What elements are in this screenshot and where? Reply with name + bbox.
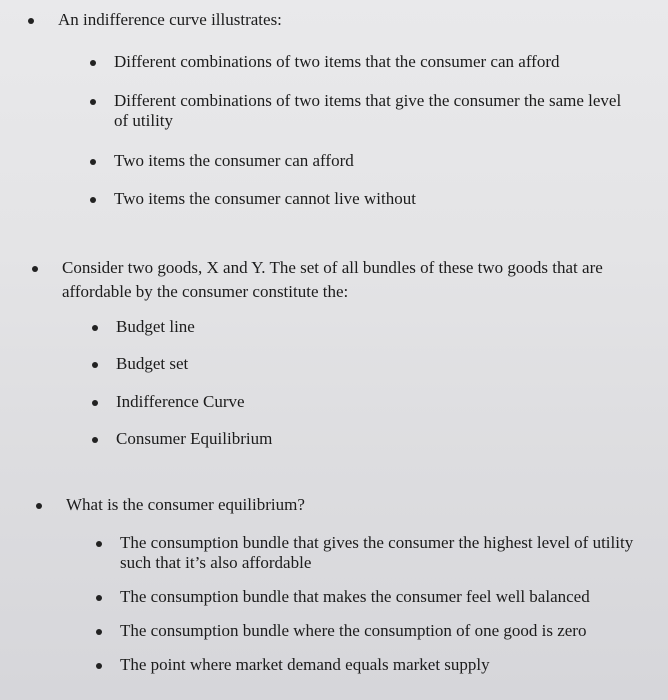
question-2-option-3[interactable]: Indifference Curve	[116, 392, 245, 412]
bullet-icon	[90, 159, 96, 165]
question-3-option-2[interactable]: The consumption bundle that makes the consumer feel well balanced	[120, 587, 590, 607]
bullet-icon	[96, 595, 102, 601]
question-1-option-4[interactable]: Two items the consumer cannot live without	[114, 189, 416, 209]
bullet-icon	[96, 541, 102, 547]
bullet-icon	[32, 266, 38, 272]
question-2-option-2[interactable]: Budget set	[116, 354, 188, 374]
bullet-icon	[92, 362, 98, 368]
question-1-option-2[interactable]: Different combinations of two items that give the consumer the same level	[114, 91, 621, 111]
bullet-icon	[96, 663, 102, 669]
question-3-option-3[interactable]: The consumption bundle where the consumption of one good is zero	[120, 621, 586, 641]
bullet-icon	[36, 503, 42, 509]
question-3-option-1-continued[interactable]: such that it’s also affordable	[120, 553, 312, 572]
question-3-option-1[interactable]: The consumption bundle that gives the consumer the highest level of utility	[120, 533, 633, 553]
question-3-prompt: What is the consumer equilibrium?	[66, 495, 305, 515]
bullet-icon	[92, 325, 98, 331]
question-1-option-3[interactable]: Two items the consumer can afford	[114, 151, 354, 171]
question-2-prompt-continued: affordable by the consumer constitute the:	[62, 282, 349, 301]
question-1-option-1[interactable]: Different combinations of two items that the consumer can afford	[114, 52, 560, 72]
bullet-icon	[92, 400, 98, 406]
bullet-icon	[90, 99, 96, 105]
question-2-option-1[interactable]: Budget line	[116, 317, 195, 337]
question-3-option-4[interactable]: The point where market demand equals market supply	[120, 655, 490, 675]
bullet-icon	[96, 629, 102, 635]
bullet-icon	[92, 437, 98, 443]
question-2-prompt: Consider two goods, X and Y. The set of all bundles of these two goods that are	[62, 258, 603, 278]
bullet-icon	[90, 197, 96, 203]
question-2-option-4[interactable]: Consumer Equilibrium	[116, 429, 272, 449]
question-1-option-2-continued[interactable]: of utility	[114, 111, 174, 130]
bullet-icon	[90, 60, 96, 66]
bullet-icon	[28, 18, 34, 24]
question-1-prompt: An indifference curve illustrates:	[58, 10, 282, 30]
